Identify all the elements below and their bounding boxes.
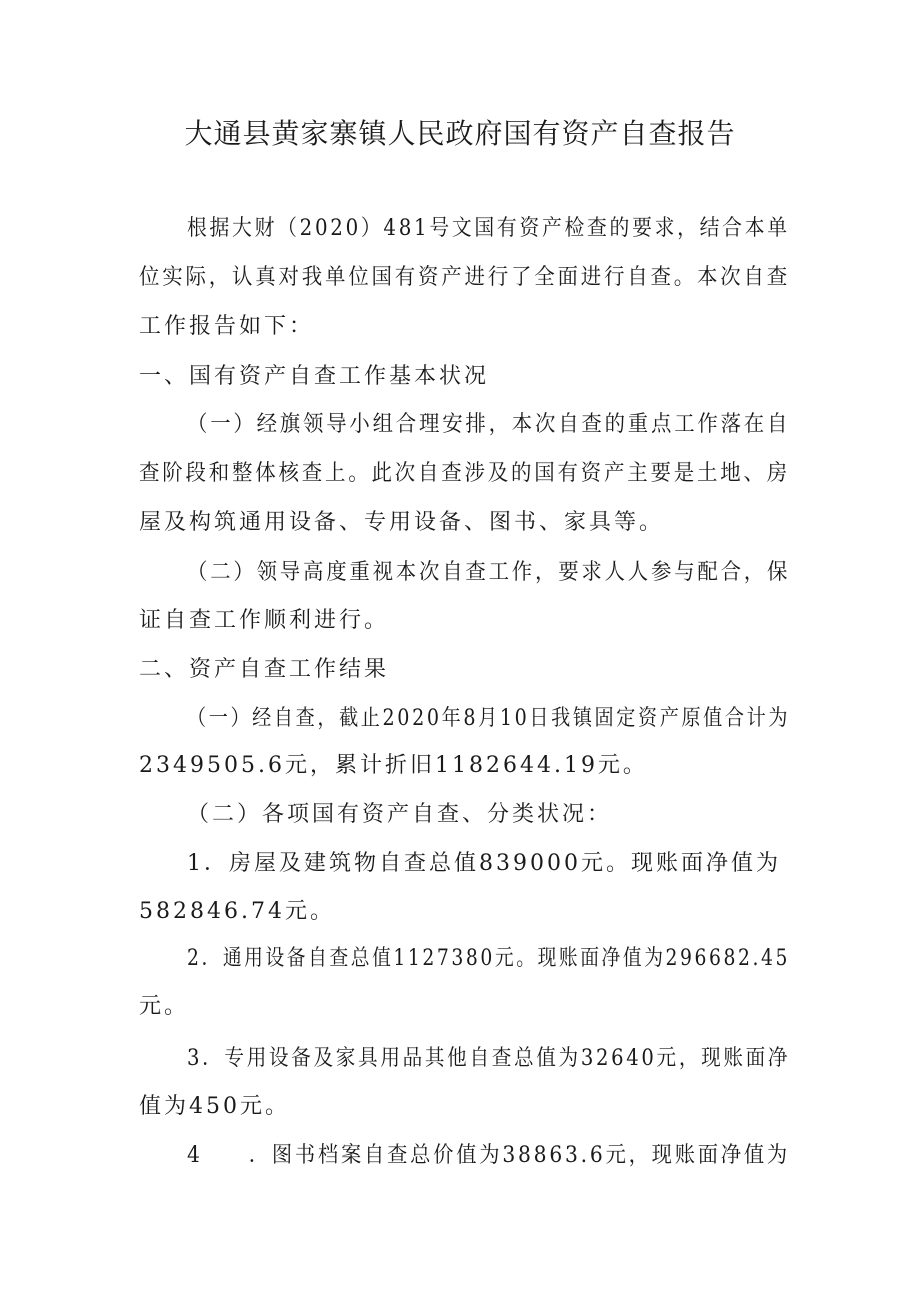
paragraph-line: （二）各项国有资产自查、分类状况： (187, 802, 613, 827)
list-item: 1．房屋及建筑物自查总值839000元。现账面净值为 (187, 851, 781, 876)
paragraph-line: 工作报告如下： (139, 314, 315, 339)
paragraph-line: 根据大财（2020）481号文国有资产检查的要求，结合本单 (187, 216, 790, 241)
list-item: 3．专用设备及家具用品其他自查总值为32640元，现账面净 (187, 1046, 791, 1071)
section-heading: 一、国有资产自查工作基本状况 (139, 364, 490, 389)
paragraph-line: 查阶段和整体核查上。此次自查涉及的国有资产主要是土地、房 (139, 461, 791, 486)
paragraph-line: （一）经自查，截止2020年8月10日我镇固定资产原值合计为 (187, 706, 791, 731)
list-item-continuation: 582846.74元。 (139, 899, 335, 924)
list-item: 2．通用设备自查总值1127380元。现账面净值为296682.45 (187, 946, 791, 971)
paragraph-line: 证自查工作顺利进行。 (139, 608, 390, 633)
list-item: 4 ．图书档案自查总价值为38863.6元，现账面净值为 (187, 1143, 790, 1168)
paragraph-line: 2349505.6元，累计折旧1182644.19元。 (139, 753, 648, 778)
list-item-continuation: 元。 (139, 994, 190, 1019)
list-item-continuation: 值为450元。 (139, 1094, 290, 1119)
section-heading: 二、资产自查工作结果 (139, 657, 390, 682)
paragraph-line: 位实际，认真对我单位国有资产进行了全面进行自查。本次自查 (139, 265, 791, 290)
paragraph-line: （二）领导高度重视本次自查工作，要求人人参与配合，保 (187, 560, 791, 585)
report-title: 大通县黄家寨镇人民政府国有资产自查报告 (184, 117, 736, 150)
paragraph-line: 屋及构筑通用设备、专用设备、图书、家具等。 (139, 510, 665, 535)
paragraph-line: （一）经旗领导小组合理安排，本次自查的重点工作落在自 (187, 412, 791, 437)
